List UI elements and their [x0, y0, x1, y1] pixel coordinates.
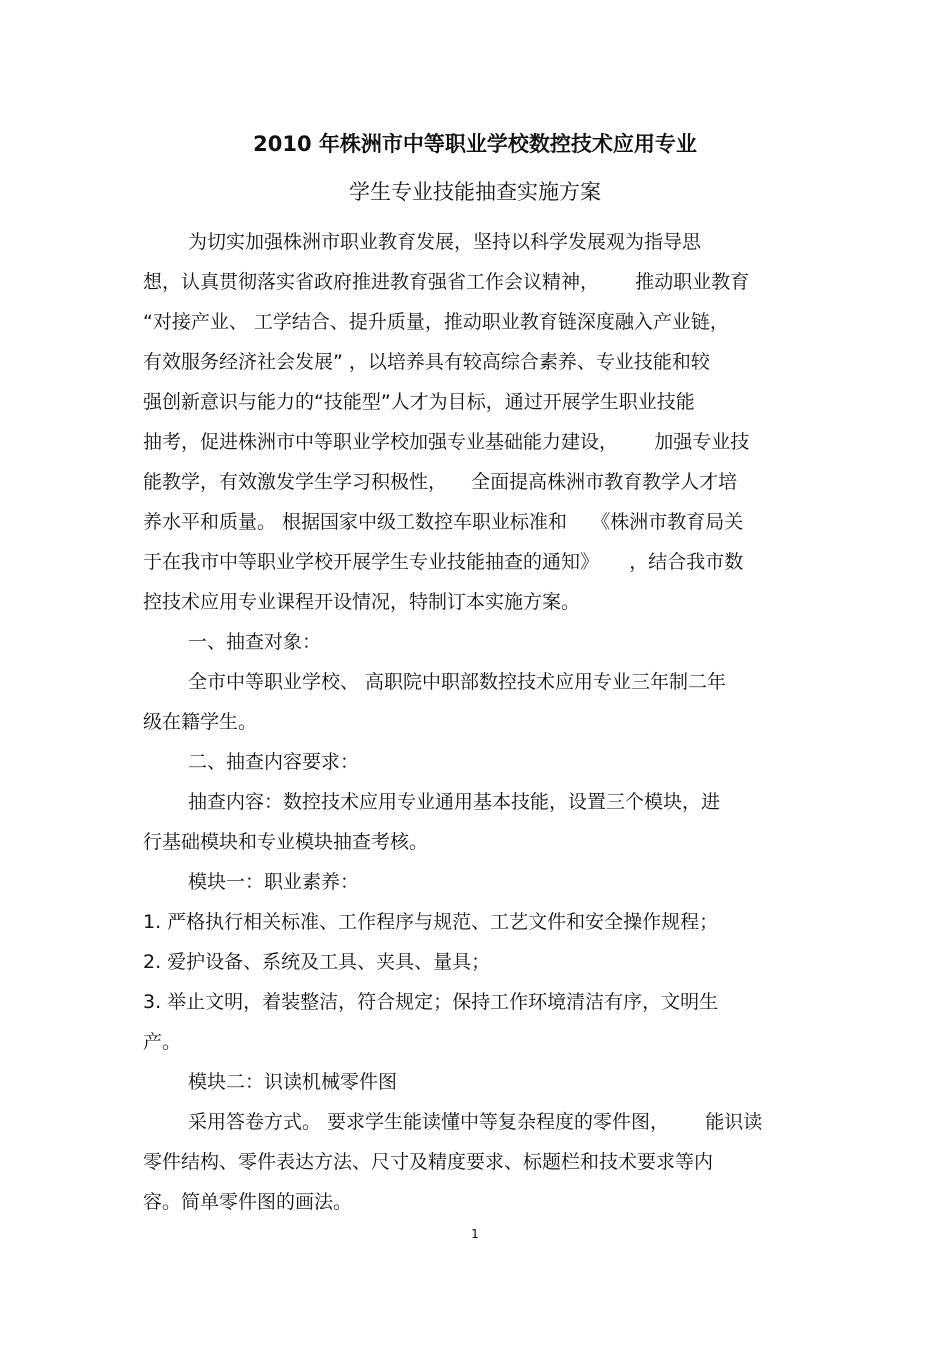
body-line: 抽查内容：数控技术应用专业通用基本技能，设置三个模块，进 — [188, 791, 721, 813]
body-line: 为切实加强株洲市职业教育发展，坚持以科学发展观为指导思 — [188, 231, 702, 253]
body-line: 能教学，有效激发学生学习积极性， 全面提高株洲市教育教学人才培 — [143, 471, 738, 493]
body-line: 全市中等职业学校、 高职院中职部数控技术应用专业三年制二年 — [188, 671, 727, 693]
section-heading: 一、抽查对象： — [188, 631, 322, 653]
body-line: 级在籍学生。 — [143, 711, 258, 733]
body-line: 强创新意识与能力的“技能型”人才为目标，通过开展学生职业技能 — [143, 391, 695, 413]
list-item: 2. 爱护设备、系统及工具、夹具、量具； — [143, 951, 491, 973]
body-line: 容。简单零件图的画法。 — [143, 1191, 353, 1213]
page-number: 1 — [471, 1227, 479, 1241]
list-item: 1. 严格执行相关标准、工作程序与规范、工艺文件和安全操作规程； — [143, 911, 719, 933]
module-heading: 模块一：职业素养： — [188, 871, 360, 893]
body-line: 抽考，促进株洲市中等职业学校加强专业基础能力建设， 加强专业技 — [143, 431, 750, 453]
body-line: “对接产业、 工学结合、提升质量，推动职业教育链深度融入产业链， — [143, 311, 729, 333]
body-line: 有效服务经济社会发展” ，以培养具有较高综合素养、专业技能和较 — [143, 351, 710, 373]
body-line: 控技术应用专业课程开设情况，特制订本实施方案。 — [143, 591, 581, 613]
document-title-line-1: 2010 年株洲市中等职业学校数控技术应用专业 — [253, 132, 697, 156]
body-line: 想，认真贯彻落实省政府推进教育强省工作会议精神， 推动职业教育 — [143, 271, 750, 293]
body-line: 零件结构、零件表达方法、尺寸及精度要求、标题栏和技术要求等内 — [143, 1151, 714, 1173]
list-item: 3. 举止文明，着装整洁，符合规定；保持工作环境清洁有序，文明生 — [143, 991, 719, 1013]
module-heading: 模块二：识读机械零件图 — [188, 1071, 398, 1093]
body-line: 行基础模块和专业模块抽查考核。 — [143, 831, 429, 853]
body-line: 采用答卷方式。 要求学生能读懂中等复杂程度的零件图， 能识读 — [188, 1111, 763, 1133]
list-item: 产。 — [143, 1031, 182, 1053]
section-heading: 二、抽查内容要求： — [188, 751, 360, 773]
body-line: 养水平和质量。 根据国家中级工数控车职业标准和 《株洲市教育局关 — [143, 511, 744, 533]
document-title-line-2: 学生专业技能抽查实施方案 — [349, 180, 601, 204]
body-line: 于在我市中等职业学校开展学生专业技能抽查的通知》 ，结合我市数 — [143, 551, 744, 573]
